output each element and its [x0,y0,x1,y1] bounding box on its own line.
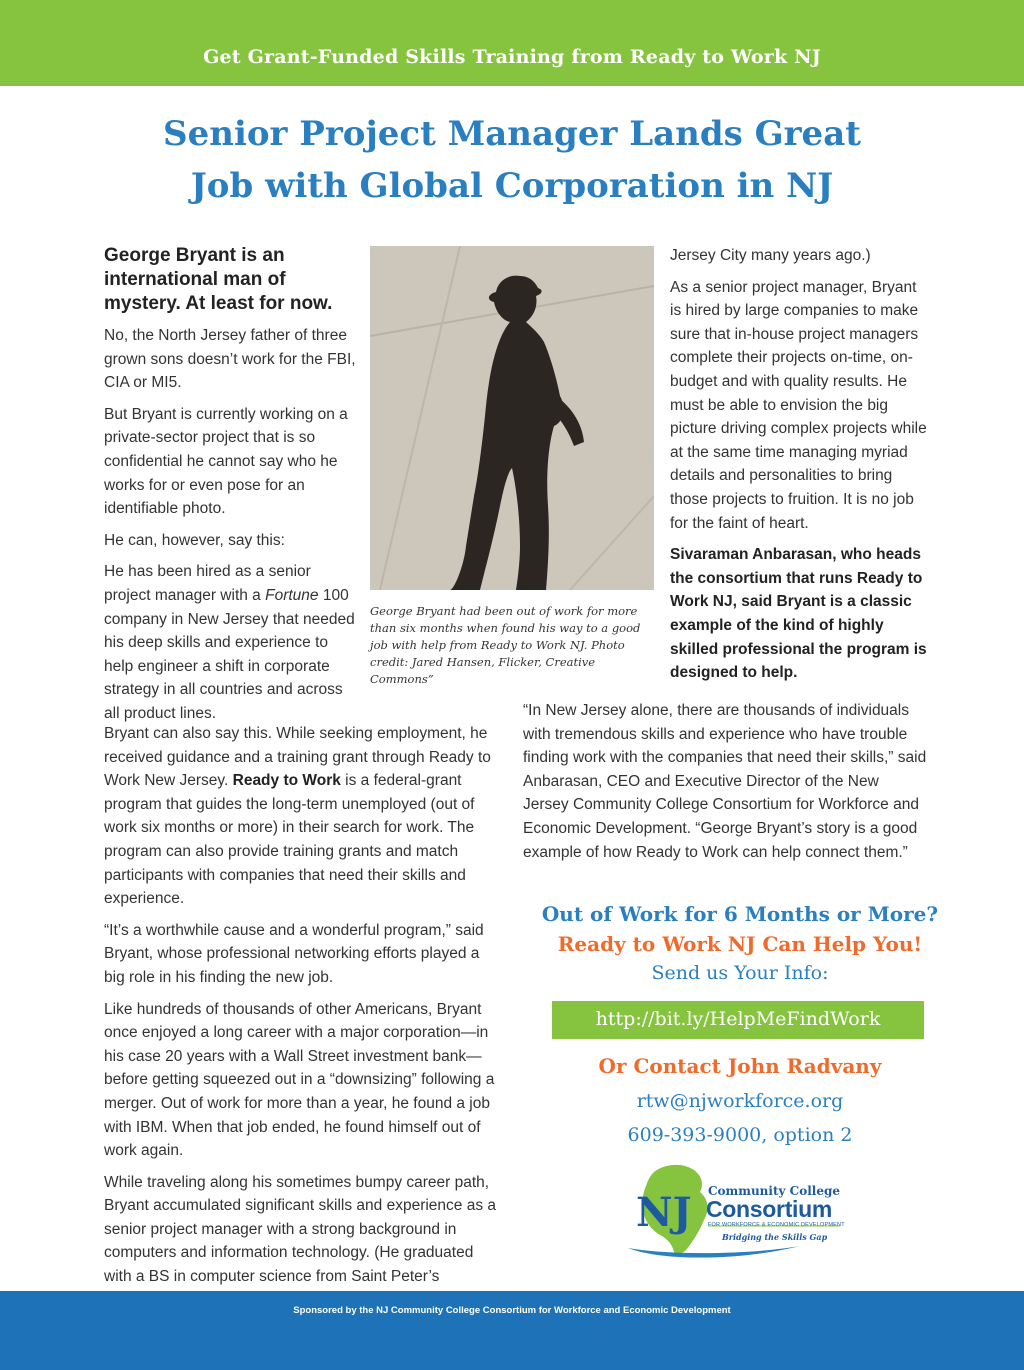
top-banner-text: Get Grant-Funded Skills Training from Ready to Work NJ [203,46,821,68]
logo-nj-initials: NJ [636,1189,692,1236]
top-banner [0,0,1024,86]
shadow-silhouette-image [370,246,654,590]
article-left-lower [104,722,504,1320]
article-paragraph: As a senior project manager, Bryant is hired by large companies to make sure that in-house project managers complete their projects on-time, on-budget and with quality results. He must be able to envision the big picture driving complex projects while at the same time managing myriad details and personalities to bring those projects to fruition. It is no job for the faint of heart. [670,278,927,532]
logo-tagline: Bridging the Skills Gap [722,1232,828,1242]
paragraph-text: 100 company in New Jersey that needed his deep skills and experience to help engineer a shift in corporate strategy in all countries and across all product lines. [104,586,355,722]
paragraph-text: Bryant can also say this. While seeking employment, he received guidance and a training grant through Ready to Work New Jersey. [104,725,491,790]
ready-to-work-bold: Ready to Work [232,772,341,790]
cta-send-info: Send us Your Info: [651,962,829,984]
paragraph-text: He has been hired as a senior project manager with a [104,563,311,604]
cta-heading: Out of Work for 6 Months or More? [541,902,939,926]
photo-caption: George Bryant had been out of work for more than six months when found his way to a good job with help from Ready to Work NJ. Photo credit: Jared Hansen, Flicker, Creative Commons” [370,604,641,686]
shadow-photo [370,246,654,590]
logo-consortium: Consortium [706,1196,833,1222]
article-paragraph [104,560,356,725]
article-paragraph [104,722,504,911]
fortune-italic: Fortune [265,586,319,604]
headline [100,108,924,212]
article-paragraph: No, the North Jersey father of three grown sons doesn’t work for the FBI, CIA or MI5. [104,327,356,392]
headline-line-2: Job with Global Corporation in NJ [190,166,834,206]
article-lead: George Bryant is an international man of mystery. At least for now. [104,245,333,314]
article-paragraph: “It’s a worthwhile cause and a wonderful program,” said Bryant, whose professional networking efforts played a big role in his finding the new job. [104,921,484,986]
article-left-upper [104,244,356,734]
article-paragraph: Like hundreds of thousands of other Americans, Bryant once enjoyed a long career with a major corporation—in his case 20 years with a Wall Street investment bank—before getting squeezed out in a “downsizing” following a merger. Out of work for more than a year, he found a job with IBM. When that job ended, he found himself out of work again. [104,1000,495,1160]
cta-subheading: Ready to Work NJ Can Help You! [557,932,923,956]
article-quote [523,699,928,872]
footer-banner [0,1291,1024,1370]
article-right-upper [670,244,928,693]
cta-contact: Or Contact John Radvany [598,1054,882,1078]
article-paragraph: He can, however, say this: [104,531,285,549]
article-paragraph: Jersey City many years ago.) [670,247,871,264]
email-link[interactable]: rtw@njworkforce.org [636,1090,844,1112]
article-paragraph-bold: Sivaraman Anbarasan, who heads the consortium that runs Ready to Work NJ, said Bryant is a classic example of the kind of highly skilled professional the program is designed to help. [670,546,927,682]
logo-subtitle: FOR WORKFORCE & ECONOMIC DEVELOPMENT [708,1222,845,1228]
phone-number: 609-393-9000, option 2 [627,1124,853,1146]
article-paragraph: “In New Jersey alone, there are thousands of individuals with tremendous skills and experience who have trouble finding work with the companies that need their skills,” said Anbarasan, CEO and Executive Director of the New Jersey Community College Consortium for Workforce and Economic Development. “George Bryant’s story is a good example of how Ready to Work can help connect them.” [523,702,927,861]
paragraph-text: is a federal-grant program that guides the long-term unemployed (out of work six months or more) in their search for work. The program can also provide training grants and match participants with companies that need their skills and experience. [104,772,475,908]
logo-community-college: Community College [708,1184,840,1198]
headline-line-1: Senior Project Manager Lands Great [163,114,861,154]
article-paragraph: But Bryant is currently working on a private-sector project that is so confidential he cannot say who he works for or even pose for an identifiable photo. [104,405,348,518]
article-paragraph: While traveling along his sometimes bumpy career path, Bryant accumulated significant skills and experience as a senior project manager with a strong background in computers and information technology. (He graduated with a BS in computer science from Saint Peter’s [104,1173,497,1286]
footer-text: Sponsored by the NJ Community College Consortium for Workforce and Economic Development [293,1305,731,1316]
url-link[interactable]: http://bit.ly/HelpMeFindWork [595,1008,881,1030]
